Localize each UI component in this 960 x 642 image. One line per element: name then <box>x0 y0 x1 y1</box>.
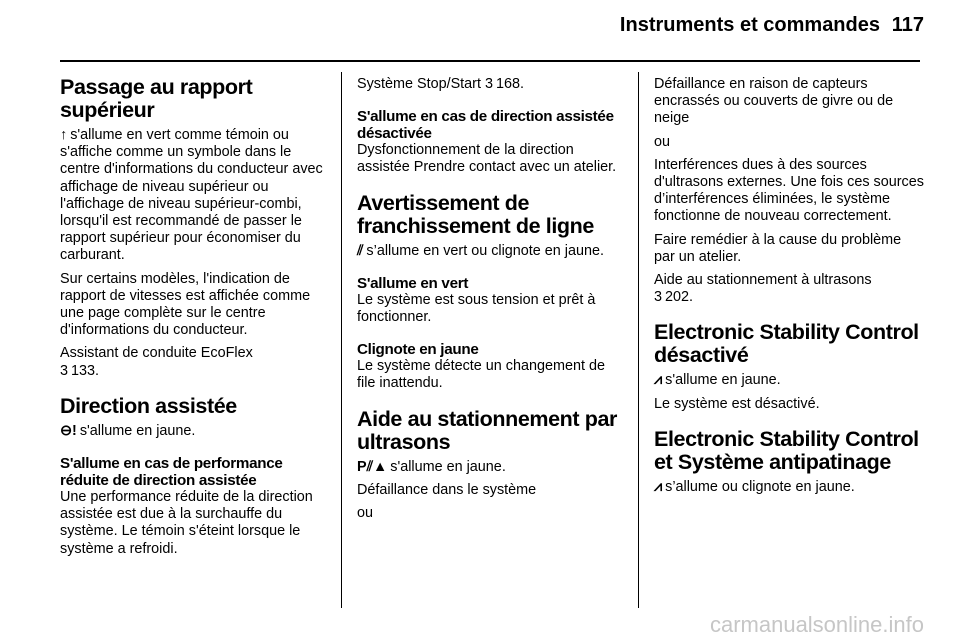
heading-shift-up: Passage au rapport supérieur <box>60 75 253 122</box>
aid-page-link[interactable]: 202. <box>665 289 694 306</box>
lane-text: s’allume en vert ou clignote en jaune. <box>366 242 605 259</box>
stopstart-reference <box>357 76 625 93</box>
parking-text: s'allume en jaune. <box>390 458 506 475</box>
column-divider-1 <box>341 72 342 608</box>
interference-paragraph: Interférences dues à des sources d'ultrasons externes. Une fois ces sources d’interférences éliminées, le système fonctionne de nouveau correctement. <box>654 156 924 225</box>
heading-power-steering: Direction assistée <box>60 393 237 418</box>
aid-reference <box>654 272 924 306</box>
esc-tc-paragraph <box>654 479 924 496</box>
heading-parking-aid: Aide au stationnement par ultrasons <box>357 406 617 454</box>
heading-yellow: Clignote en jaune <box>357 341 479 359</box>
esc-tc-text: s’allume ou clignote en jaune. <box>665 478 855 495</box>
heading-green: S'allume en vert <box>357 274 469 292</box>
page-reference-arrow-icon: 3 <box>484 76 493 92</box>
esc-traction-icon: ⩘ <box>654 478 663 495</box>
or-paragraph: ou <box>654 133 671 150</box>
steering-text: s'allume en jaune. <box>79 422 196 439</box>
parking-paragraph <box>357 459 625 476</box>
sensor-paragraph: Défaillance en raison de capteurs encrassés ou couverts de givre ou de neige <box>654 76 894 127</box>
lane-paragraph <box>357 243 625 260</box>
watermark: carmanualsonline.info <box>709 612 924 637</box>
heading-steering-disabled: S'allume en cas de direction assistée désactivée <box>357 108 614 143</box>
page-reference-arrow-icon: 3 <box>60 362 69 379</box>
heading-lane-departure: Avertissement de franchissement de ligne <box>357 190 594 238</box>
reduced-paragraph: Une performance réduite de la direction assistée est due à la surchauffe du système. Le témoin s'éteint lorsque le système a refroidi. <box>60 489 313 557</box>
column-2 <box>357 76 625 528</box>
shift-text: s'allume en vert comme témoin ou s'affiche comme un symbole dans le centre d'informations du conducteur avec affichage de niveau supérieur ou l'affichage de niveau supérieur-combi, lorsqu'il est recommandé de passer le rapport supérieur pour économiser du carburant. <box>60 127 323 264</box>
ecoflex-text: Assistant de conduite EcoFlex <box>60 345 253 362</box>
steering-paragraph <box>60 423 328 440</box>
ecoflex-reference <box>60 345 328 379</box>
stopstart-text: Système Stop/Start <box>357 76 481 92</box>
disabled-paragraph: Dysfonctionnement de la direction assistée Prendre contact avec un atelier. <box>357 142 617 176</box>
page-reference-arrow-icon: 3 <box>654 289 663 306</box>
shift-paragraph-2: Sur certains modèles, l'indication de rapport de vitesses est affichée comme une page complète sur le centre d'informations du conducteur. <box>60 270 311 339</box>
page-header-title: Instruments et commandes <box>619 14 880 36</box>
steering-warning-icon: ⊖! <box>60 422 77 439</box>
green-paragraph: Le système est sous tension et prêt à fonctionner. <box>357 291 596 326</box>
column-divider-2 <box>638 72 639 608</box>
or-paragraph: ou <box>357 505 374 522</box>
heading-esc-off: Electronic Stability Control désactivé <box>654 320 919 368</box>
yellow-paragraph: Le système détecte un changement de file inattendu. <box>357 358 605 392</box>
stopstart-page-link[interactable]: 168. <box>496 76 525 92</box>
esc-off-icon: ⩘ <box>654 372 663 389</box>
page-number: 117 <box>891 14 924 36</box>
parking-sensor-icon: P⫽▲ <box>357 458 388 475</box>
heading-reduced-performance: S'allume en cas de performance réduite de direction assistée <box>60 455 283 490</box>
repair-paragraph: Faire remédier à la cause du problème par un atelier. <box>654 231 902 265</box>
fault-paragraph: Défaillance dans le système <box>357 481 537 498</box>
esc-off-paragraph <box>654 372 924 389</box>
header-rule <box>60 60 920 62</box>
aid-text: Aide au stationnement à ultrasons <box>654 272 872 289</box>
ecoflex-page-link[interactable]: 133. <box>71 362 100 379</box>
column-1 <box>60 76 328 564</box>
shift-paragraph <box>60 127 328 265</box>
esc-off-text: s'allume en jaune. <box>665 372 781 389</box>
shift-up-icon: ↑ <box>60 127 68 143</box>
esc-off-paragraph-2: Le système est désactivé. <box>654 395 820 412</box>
heading-esc-traction: Electronic Stability Control et Système antipatinage <box>654 426 919 474</box>
lane-departure-icon: ⫽ <box>357 242 364 259</box>
column-3 <box>654 76 924 502</box>
